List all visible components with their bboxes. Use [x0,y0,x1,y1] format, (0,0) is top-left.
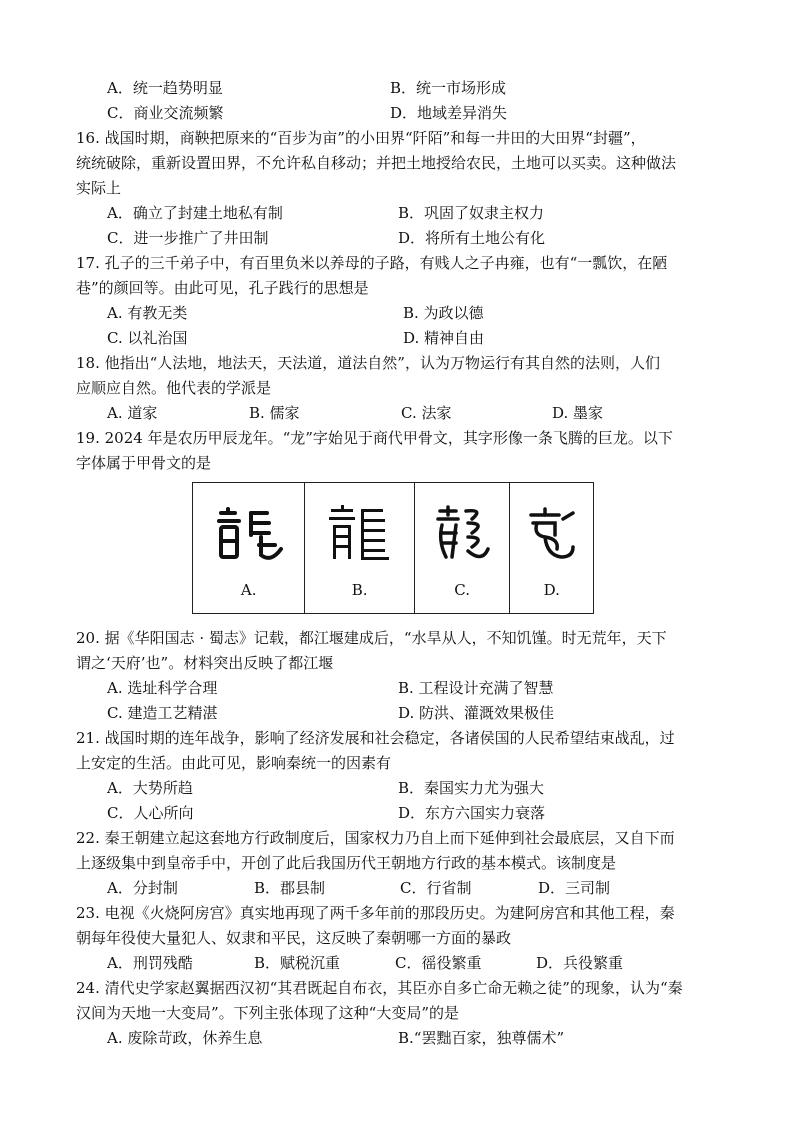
q20-stem-line-1: 20. 据《华阳国志 · 蜀志》记载，都江堰建成后，“水旱从人，不知饥馑。时无荒年，天下 [76,629,667,647]
q20-option-a: A. 选址科学合理 [107,679,218,697]
q16-option-a: A．确立了封建土地私有制 [107,204,283,222]
figure-label-c: C. [454,581,471,599]
q23-stem-line-2: 朝每年役使大量犯人、奴隶和平民，这反映了秦朝哪一方面的暴政 [76,929,512,947]
q18-option-b: B. 儒家 [249,404,300,422]
q23-option-c: C．徭役繁重 [395,954,482,972]
q21-stem-line-1: 21. 战国时期的连年战争，影响了经济发展和社会稳定，各诸侯国的人民希望结束战乱，过 [76,729,675,747]
q16-stem-line-3: 实际上 [76,179,122,197]
q16-stem-line-1: 16. 战国时期，商鞅把原来的“百步为亩”的小田界“阡陌”和每一井田的大田界“封疆”， [76,129,646,147]
figure-cell-c [415,483,511,613]
q18-stem-line-1: 18. 他指出“人法地，地法天，天法道，道法自然”，认为万物运行有其自然的法则，人们 [76,354,660,372]
q23-option-d: D．兵役繁重 [536,954,624,972]
q24-option-a: A. 废除苛政，休养生息 [107,1029,263,1047]
q18-option-a: A. 道家 [107,404,158,422]
q15-option-b: B．统一市场形成 [390,79,507,97]
q20-option-d: D. 防洪、灌溉效果极佳 [398,704,555,722]
figure-cell-b [305,483,414,613]
dragon-glyph-d-icon [525,505,579,565]
dragon-script-figure [192,482,594,614]
q24-stem-line-1: 24. 清代史学家赵翼据西汉初“其君既起自布衣，其臣亦自多亡命无赖之徒”的现象，认为“秦 [76,979,683,997]
q17-stem-line-1: 17. 孔子的三千弟子中，有百里负米以养母的子路，有贱人之子冉雍，也有“一瓢饮，在陋 [76,254,668,272]
q17-option-c: C. 以礼治国 [107,329,188,347]
figure-cell-d [510,483,593,613]
q21-option-b: B．秦国实力尤为强大 [398,779,545,797]
q22-option-c: C．行省制 [400,879,472,897]
q23-stem-line-1: 23. 电视《火烧阿房宫》真实地再现了两千多年前的那段历史。为建阿房宫和其他工程，秦 [76,904,675,922]
q18-option-c: C. 法家 [401,404,452,422]
q15-option-c: C．商业交流频繁 [107,104,224,122]
figure-label-b: B. [351,581,368,599]
q20-option-c: C. 建造工艺精湛 [107,704,218,722]
figure-label-d: D. [543,581,560,599]
q19-stem-line-2: 字体属于甲骨文的是 [76,454,212,472]
q22-stem-line-2: 上逐级集中到皇帝手中，开创了此后我国历代王朝地方行政的基本模式。该制度是 [76,854,617,872]
q17-stem-line-2: 巷”的颜回等。由此可见，孔子践行的思想是 [76,279,369,297]
q21-stem-line-2: 上安定的生活。由此可见，影响秦统一的因素有 [76,754,392,772]
q21-option-a: A．大势所趋 [107,779,193,797]
q24-stem-line-2: 汉间为天地一大变局”。下列主张体现了这种“大变局”的是 [76,1004,460,1022]
q16-option-c: C．进一步推广了井田制 [107,229,269,247]
q23-option-b: B．赋税沉重 [254,954,341,972]
dragon-glyph-a-icon [213,505,285,565]
q17-option-a: A. 有教无类 [107,304,188,322]
q18-option-d: D. 墨家 [552,404,604,422]
q18-stem-line-2: 应顺应自然。他代表的学派是 [76,379,272,397]
q22-option-a: A．分封制 [107,879,178,897]
q17-option-b: B. 为政以德 [403,304,484,322]
q15-option-d: D．地域差异消失 [390,104,508,122]
q16-option-d: D．将所有土地公有化 [398,229,546,247]
dragon-glyph-b-icon [327,505,393,565]
q15-option-a: A．统一趋势明显 [107,79,223,97]
q16-option-b: B．巩固了奴隶主权力 [398,204,545,222]
q16-stem-line-2: 统统破除，重新设置田界，不允许私自移动；并把土地授给农民，土地可以买卖。这种做法 [76,154,677,172]
q19-stem-line-1: 19. 2024 年是农历甲辰龙年。“龙”字始见于商代甲骨文，其字形像一条飞腾的巨龙。以下 [76,429,673,447]
q22-stem-line-1: 22. 秦王朝建立起这套地方行政制度后，国家权力乃自上而下延伸到社会最底层，又自下而 [76,829,675,847]
q22-option-b: B．郡县制 [254,879,326,897]
q20-option-b: B. 工程设计充满了智慧 [398,679,554,697]
q21-option-d: D．东方六国实力衰落 [398,804,546,822]
q22-option-d: D．三司制 [538,879,611,897]
q20-stem-line-2: 谓之‘天府’也”。材料突出反映了都江堰 [76,654,334,672]
figure-cell-a [193,483,305,613]
q21-option-c: C．人心所向 [107,804,194,822]
figure-label-a: A. [240,581,257,599]
dragon-glyph-c-icon [432,505,492,565]
q23-option-a: A．刑罚残酷 [107,954,193,972]
q24-option-b: B.“罢黜百家，独尊儒术” [398,1029,565,1047]
q17-option-d: D. 精神自由 [403,329,485,347]
